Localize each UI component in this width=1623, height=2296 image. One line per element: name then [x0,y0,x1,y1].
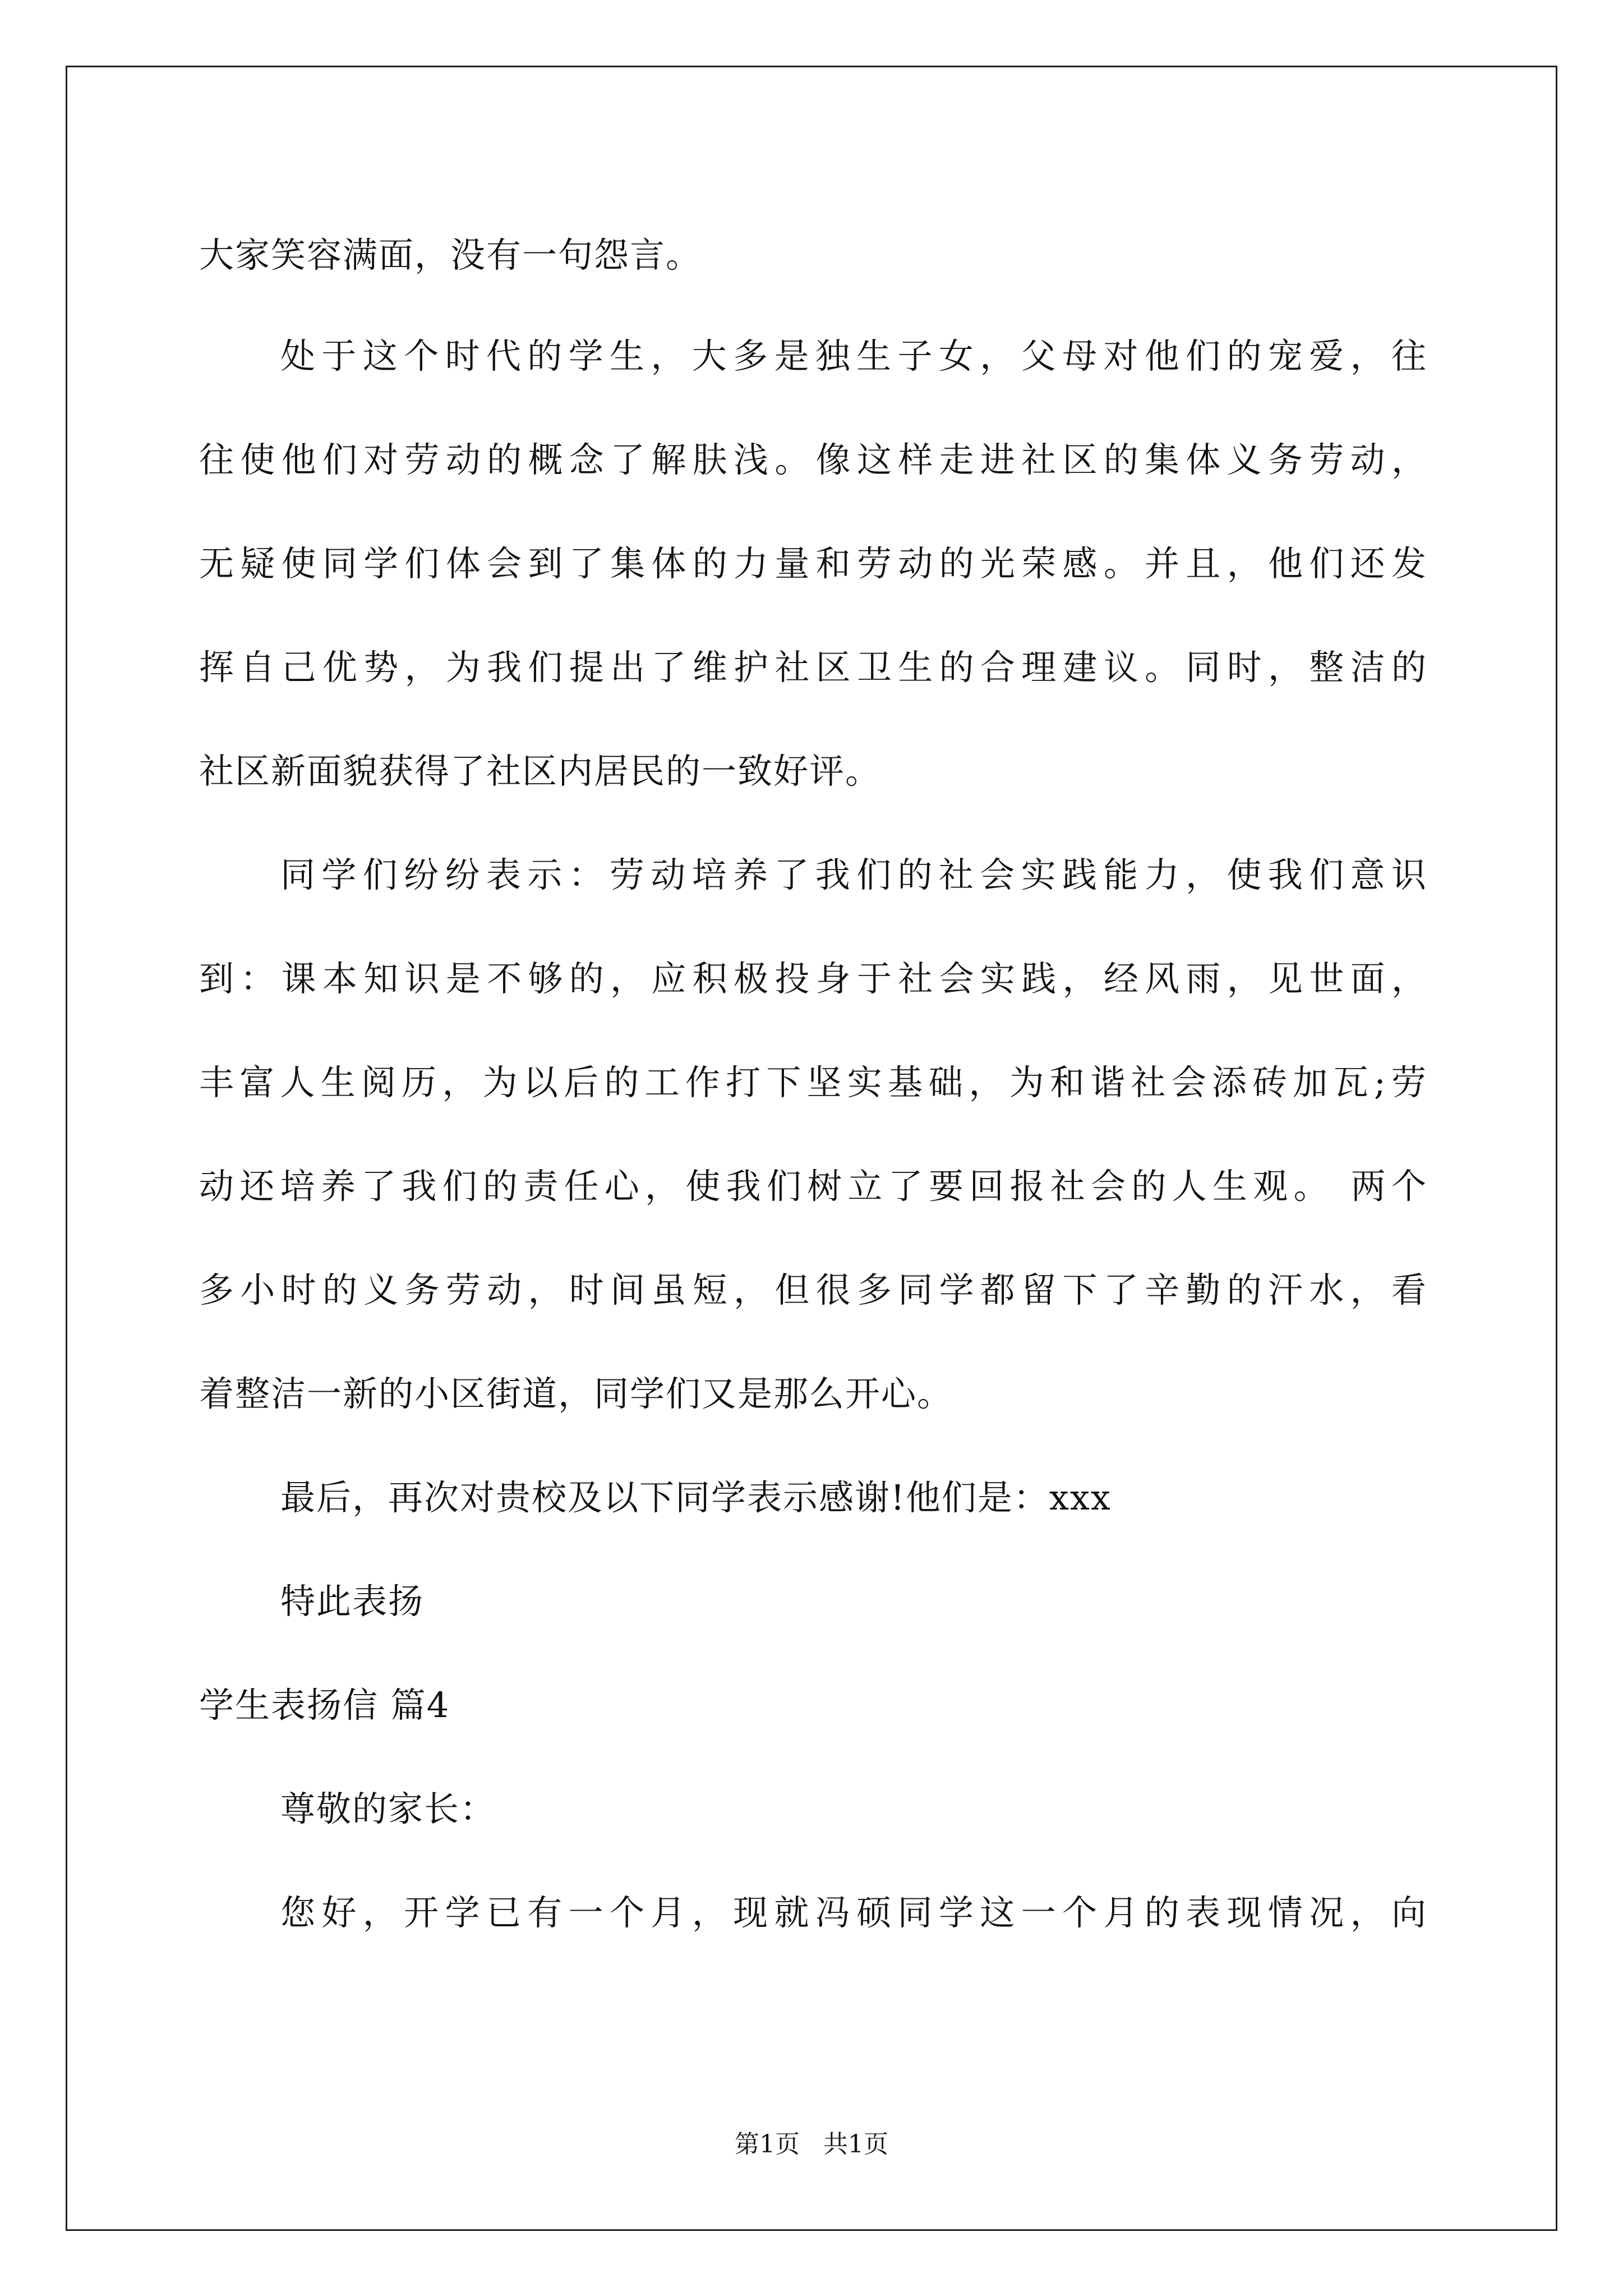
paragraph-line: 您好，开学已有一个月，现就冯硕同学这一个月的表现情况，向 [280,1892,1427,1933]
paragraph-line: 处于这个时代的学生，大多是独生子女，父母对他们的宠爱，往 [280,335,1427,376]
thanks-line: 最后，再次对贵校及以下同学表示感谢!他们是：xxx [280,1477,1112,1518]
page-footer [0,2128,1623,2161]
paragraph-line: 同学们纷纷表示：劳动培养了我们的社会实践能力，使我们意识 [280,854,1427,895]
paragraph-line: 到：课本知识是不够的，应积极投身于社会实践，经风雨，见世面， [199,958,1427,999]
paragraph-line: 挥自己优势，为我们提出了维护社区卫生的合理建议。同时，整洁的 [199,647,1427,688]
paragraph-line: 大家笑容满面，没有一句怨言。 [199,234,702,275]
paragraph-line: 无疑使同学们体会到了集体的力量和劳动的光荣感。并且，他们还发 [199,543,1427,584]
commendation-line: 特此表扬 [280,1581,425,1622]
paragraph-line: 社区新面貌获得了社区内居民的一致好评。 [199,751,882,792]
paragraph-line: 多小时的义务劳动，时间虽短，但很多同学都留下了辛勤的汗水，看 [199,1269,1427,1310]
paragraph-line: 丰富人生阅历，为以后的工作打下坚实基础，为和谐社会添砖加瓦;劳 [199,1062,1427,1103]
salutation-line: 尊敬的家长： [280,1788,496,1829]
section-heading: 学生表扬信 篇4 [199,1685,450,1726]
paragraph-line: 动还培养了我们的责任心，使我们树立了要回报社会的人生观。 两个 [199,1166,1427,1207]
page-number: 第1页 [735,2130,800,2159]
page-total: 共1页 [823,2130,888,2159]
paragraph-line: 着整洁一新的小区街道，同学们又是那么开心。 [199,1373,953,1414]
paragraph-line: 往使他们对劳动的概念了解肤浅。像这样走进社区的集体义务劳动， [199,439,1427,480]
